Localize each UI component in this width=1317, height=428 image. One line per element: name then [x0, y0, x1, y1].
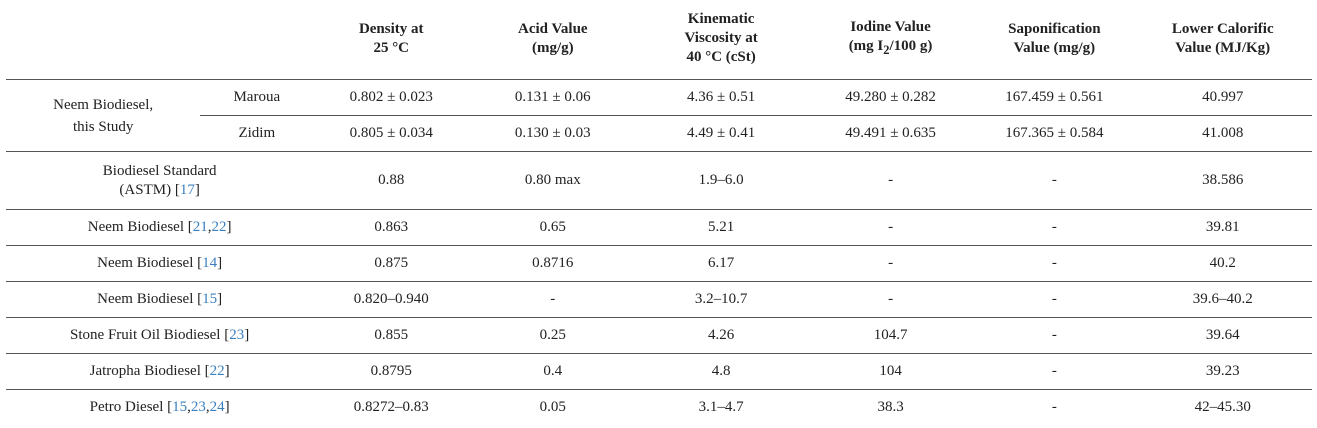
- density-cell: 0.8795: [370, 363, 412, 379]
- calorific-cell: 39.23: [1205, 363, 1240, 379]
- citation-link[interactable]: 22: [209, 363, 225, 379]
- table-row: [6, 354, 1312, 390]
- density-cell: 0.802 ± 0.023: [349, 89, 433, 105]
- ref-close-bracket: ]: [226, 219, 232, 235]
- ref-close-bracket: ]: [224, 363, 230, 379]
- acid-cell: 0.4: [543, 363, 563, 379]
- properties-table: [6, 0, 1312, 426]
- acid-cell: 0.25: [539, 327, 566, 343]
- table-row: [6, 390, 1312, 426]
- calorific-cell: 40.997: [1202, 89, 1244, 105]
- acid-cell: 0.05: [539, 399, 566, 416]
- saponification-cell: -: [1051, 327, 1057, 343]
- citation-link[interactable]: 15: [172, 399, 188, 416]
- citation-link[interactable]: 17: [179, 181, 195, 198]
- table-row: [6, 246, 1312, 282]
- viscosity-cell: 5.21: [707, 219, 735, 235]
- source-label-text: Stone Fruit Oil Biodiesel [: [70, 327, 230, 343]
- ref-close-bracket: ]: [244, 327, 250, 343]
- iodine-cell: 49.491 ± 0.635: [845, 125, 936, 141]
- ref-close-bracket: ]: [217, 291, 223, 307]
- density-cell: 0.820–0.940: [353, 291, 429, 307]
- ref-close-bracket: ]: [224, 399, 230, 416]
- citation-link[interactable]: 23: [229, 327, 245, 343]
- calorific-cell: 41.008: [1202, 125, 1244, 141]
- header-acid-value: Acid Value (mg/g): [517, 20, 588, 56]
- table-row: [6, 152, 1312, 210]
- header-row: [6, 0, 1312, 80]
- saponification-cell: -: [1051, 363, 1057, 379]
- iodine-cell: -: [888, 172, 894, 188]
- iodine-cell: 104.7: [873, 327, 908, 343]
- ref-separator: ,: [205, 399, 210, 416]
- iodine-cell: 38.3: [877, 399, 904, 416]
- site-cell: Zidim: [238, 125, 276, 141]
- density-cell: 0.8272–0.83: [353, 399, 429, 416]
- source-label-cell: [6, 390, 313, 426]
- density-cell: 0.863: [374, 219, 409, 235]
- source-label-text: Neem Biodiesel [: [97, 255, 203, 271]
- header-viscosity: Kinematic Viscosity at 40 °C (cSt): [684, 11, 758, 65]
- site-cell: Maroua: [233, 89, 281, 105]
- ref-close-bracket: ]: [194, 181, 200, 198]
- source-label-text: Biodiesel Standard: [102, 162, 217, 179]
- source-label-text: Neem Biodiesel [: [97, 291, 203, 307]
- ref-separator: ,: [207, 219, 212, 235]
- acid-cell: 0.130 ± 0.03: [514, 125, 591, 141]
- acid-cell: 0.131 ± 0.06: [514, 89, 591, 105]
- header-iodine-value: Iodine Value (mg $I_2/100$ g): [848, 18, 933, 57]
- iodine-cell: -: [888, 255, 894, 271]
- viscosity-cell: 3.1–4.7: [698, 399, 744, 416]
- source-label-text: (ASTM) [: [119, 181, 180, 198]
- viscosity-cell: 3.2–10.7: [694, 291, 748, 307]
- citation-link[interactable]: 21: [192, 219, 208, 235]
- iodine-cell: 104: [879, 363, 902, 379]
- iodine-cell: -: [888, 291, 894, 307]
- saponification-cell: -: [1051, 291, 1057, 307]
- source-label-cell: [6, 246, 313, 282]
- viscosity-cell: 4.26: [707, 327, 735, 343]
- source-label-cell: [6, 282, 313, 318]
- iodine-cell: 49.280 ± 0.282: [845, 89, 936, 105]
- source-label-cell: [6, 354, 313, 390]
- header-empty: [6, 0, 313, 80]
- viscosity-cell: 6.17: [707, 255, 735, 271]
- source-label-cell: [6, 152, 313, 210]
- acid-cell: 0.65: [539, 219, 566, 235]
- citation-link[interactable]: 22: [211, 219, 227, 235]
- density-cell: 0.805 ± 0.034: [349, 125, 433, 141]
- viscosity-cell: 4.8: [711, 363, 731, 379]
- ref-separator: ,: [187, 399, 191, 416]
- header-density: Density at 25 °C: [358, 20, 424, 56]
- density-cell: 0.88: [378, 172, 405, 188]
- calorific-cell: 42–45.30: [1194, 399, 1251, 416]
- source-label-text: Jatropha Biodiesel [: [89, 363, 210, 379]
- ref-close-bracket: ]: [217, 255, 223, 271]
- citation-link[interactable]: 14: [202, 255, 218, 271]
- citation-link[interactable]: 23: [190, 399, 206, 416]
- source-label-text: Petro Diesel [: [89, 399, 173, 416]
- saponification-cell: 167.365 ± 0.584: [1005, 125, 1104, 141]
- acid-cell: 0.80 max: [524, 172, 581, 188]
- viscosity-cell: 4.49 ± 0.41: [687, 125, 756, 141]
- calorific-cell: 38.586: [1202, 172, 1244, 188]
- study-group-label: Neem Biodiesel, this Study: [53, 96, 154, 135]
- table-row: [6, 282, 1312, 318]
- header-calorific: Lower Calorific Value (MJ/Kg): [1171, 20, 1274, 56]
- source-label-cell: [6, 318, 313, 354]
- density-cell: 0.875: [374, 255, 409, 271]
- calorific-cell: 39.6–40.2: [1192, 291, 1253, 307]
- table-row: [6, 80, 1312, 116]
- calorific-cell: 39.64: [1205, 327, 1240, 343]
- iodine-cell: -: [888, 219, 894, 235]
- saponification-cell: 167.459 ± 0.561: [1005, 89, 1104, 105]
- acid-cell: -: [550, 291, 556, 307]
- source-label-text: Neem Biodiesel [: [87, 219, 193, 235]
- citation-link[interactable]: 24: [209, 399, 225, 416]
- source-label-cell: [6, 210, 313, 246]
- viscosity-cell: 4.36 ± 0.51: [687, 89, 756, 105]
- citation-link[interactable]: 15: [202, 291, 218, 307]
- viscosity-cell: 1.9–6.0: [698, 172, 744, 188]
- saponification-cell: -: [1051, 399, 1057, 416]
- saponification-cell: -: [1051, 255, 1057, 271]
- density-cell: 0.855: [374, 327, 409, 343]
- table-row: [6, 210, 1312, 246]
- calorific-cell: 39.81: [1205, 219, 1240, 235]
- calorific-cell: 40.2: [1209, 255, 1236, 271]
- saponification-cell: -: [1051, 219, 1057, 235]
- header-saponification: Saponification Value (mg/g): [1008, 20, 1101, 56]
- acid-cell: 0.8716: [532, 255, 574, 271]
- table-row: [6, 116, 1312, 152]
- saponification-cell: -: [1051, 172, 1057, 188]
- table-row: [6, 318, 1312, 354]
